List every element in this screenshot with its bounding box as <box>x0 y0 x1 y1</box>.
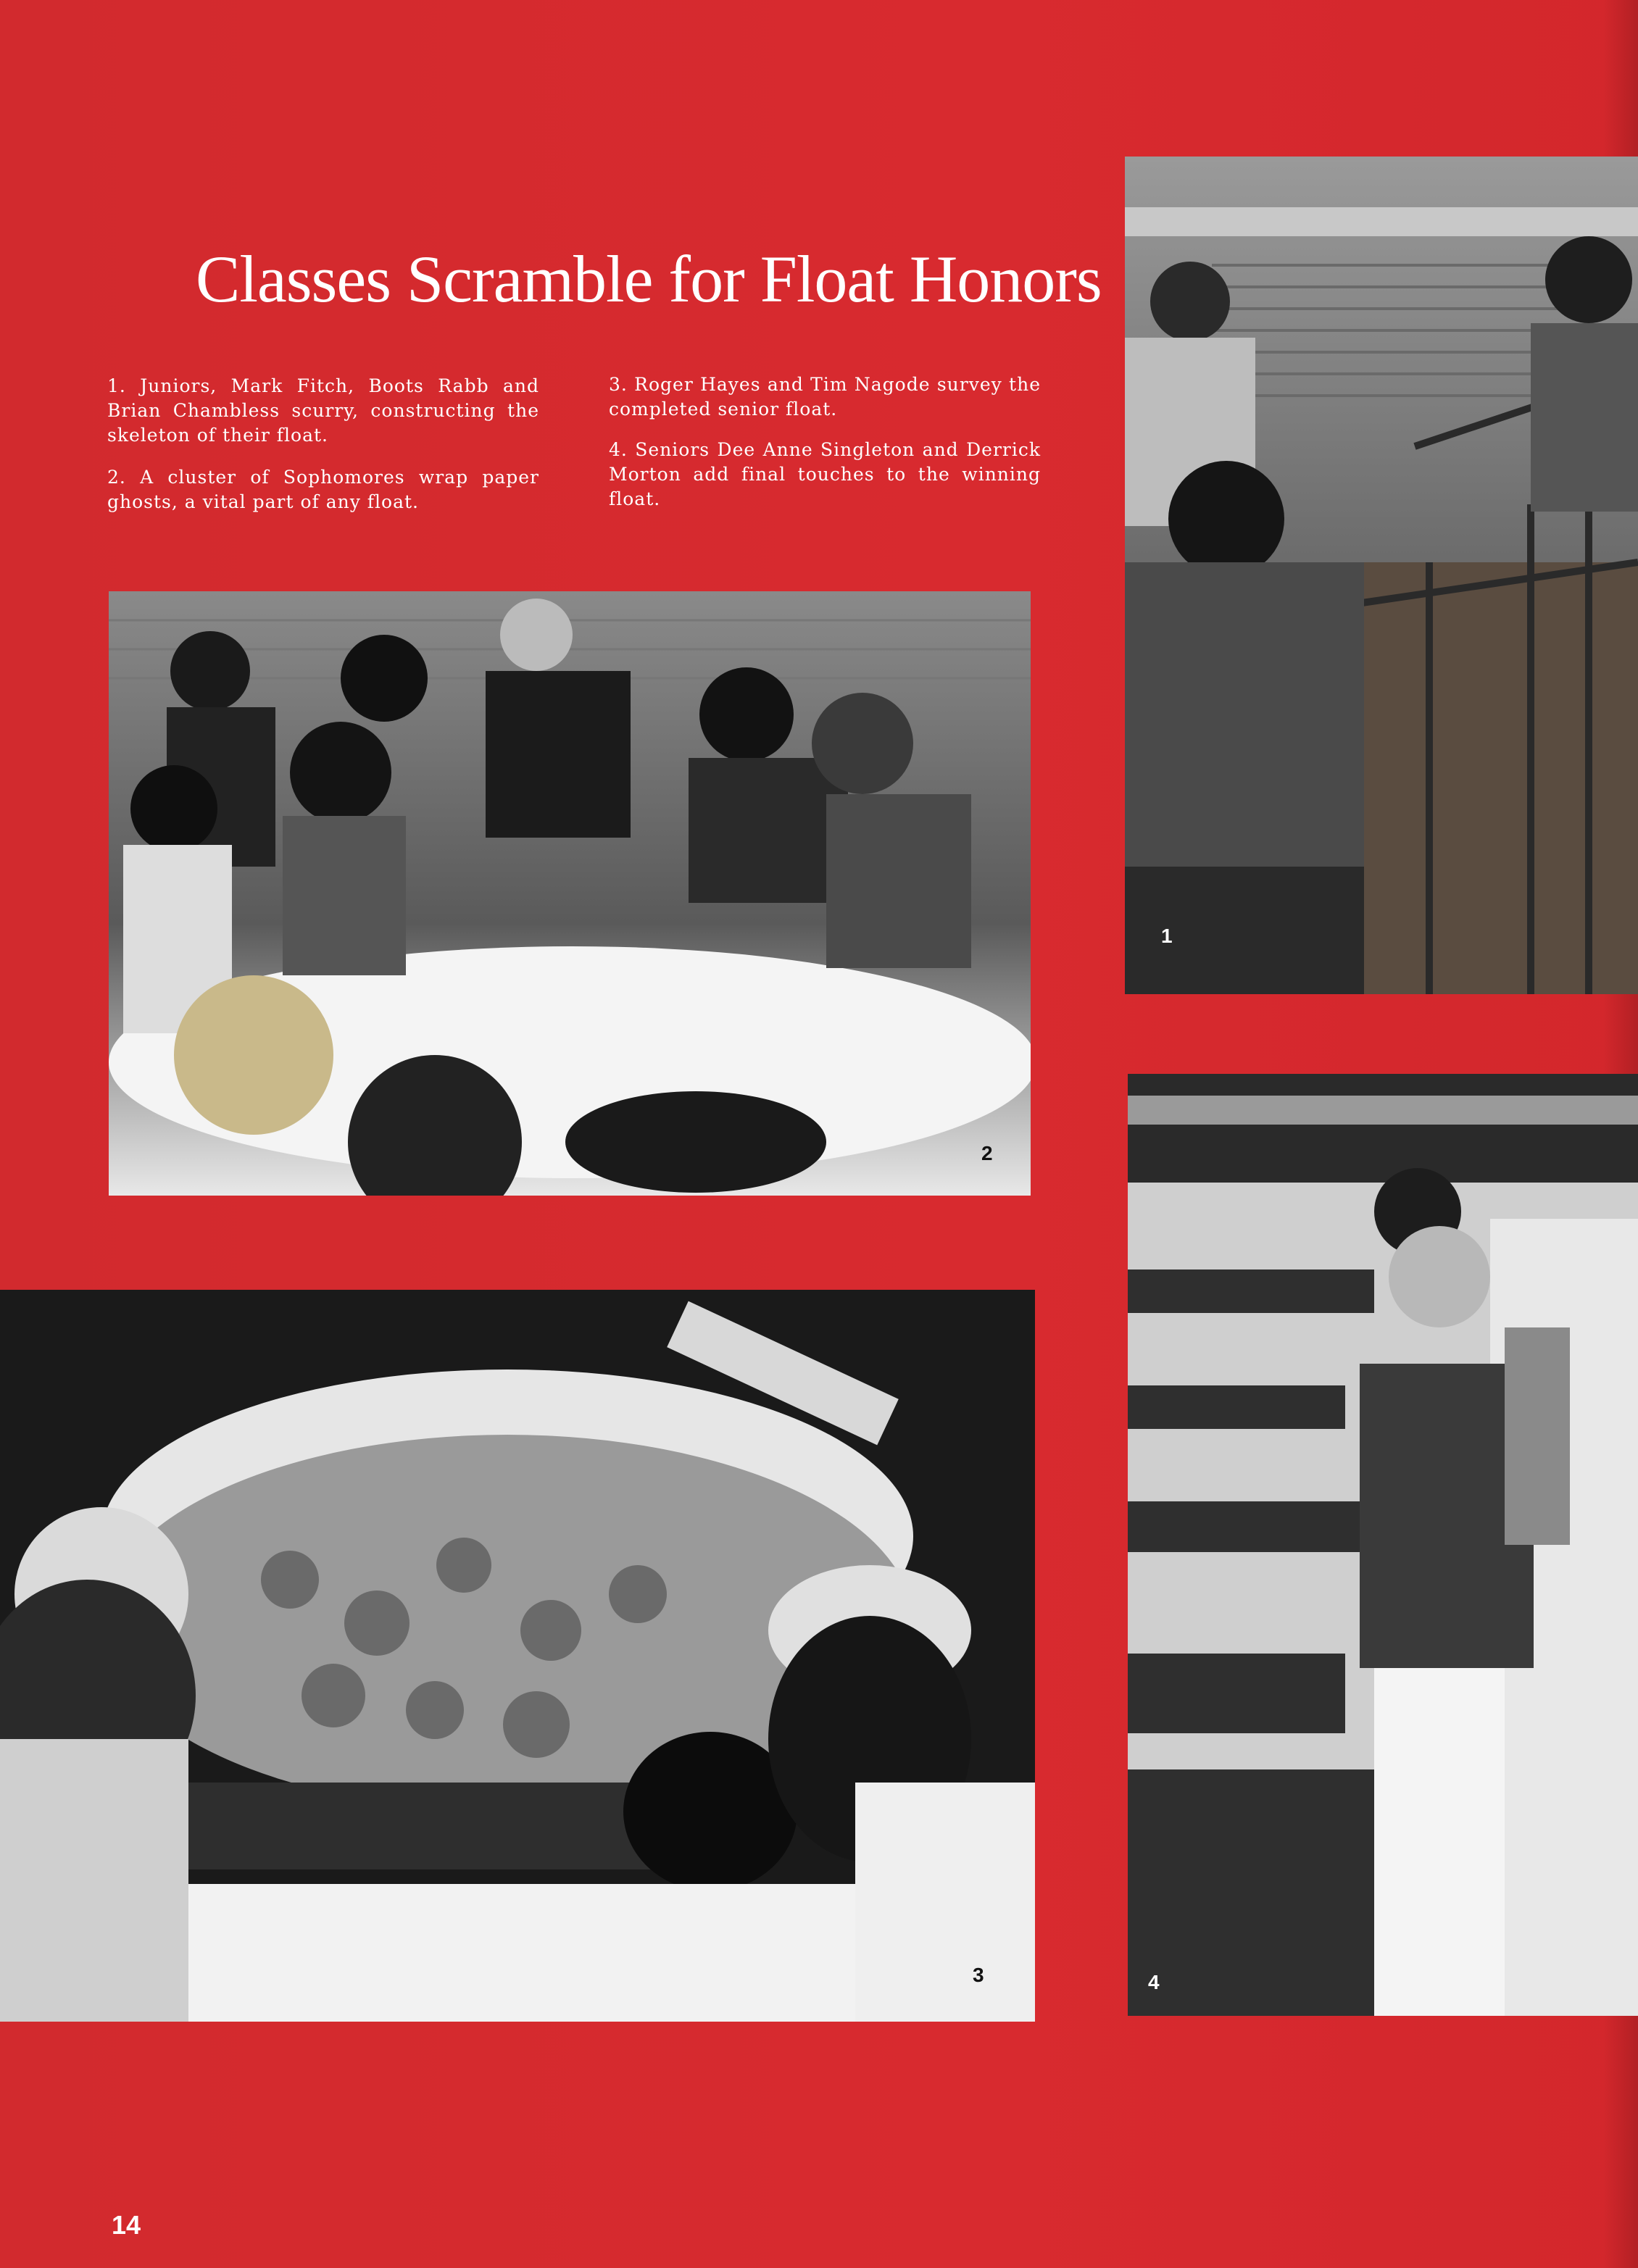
photo-3-number: 3 <box>973 1964 984 1986</box>
photo-1-juniors-constructing <box>1125 157 1638 994</box>
photo-3-senior-float <box>0 1290 1035 2022</box>
photo-1-number: 1 <box>1161 925 1173 947</box>
page-title: Classes Scramble for Float Honors <box>196 242 1102 316</box>
photo-4-number: 4 <box>1148 1971 1160 1993</box>
photo-2-sophomores-wrapping <box>109 591 1031 1196</box>
photo-4-final-touches <box>1128 1074 1638 2016</box>
photo-2-number: 2 <box>981 1142 993 1164</box>
caption-2: 2. A cluster of Sophomores wrap paper ghosts, a vital part of any float. <box>107 467 539 512</box>
caption-3: 3. Roger Hayes and Tim Nagode survey the completed senior float. <box>609 374 1041 420</box>
caption-4: 4. Seniors Dee Anne Singleton and Derrick Morton add final touches to the winning float. <box>609 439 1041 509</box>
page-number: 14 <box>112 2210 141 2240</box>
caption-1: 1. Juniors, Mark Fitch, Boots Rabb and Brian Chambless scurry, constructing the skeleton of their float. <box>107 375 539 446</box>
